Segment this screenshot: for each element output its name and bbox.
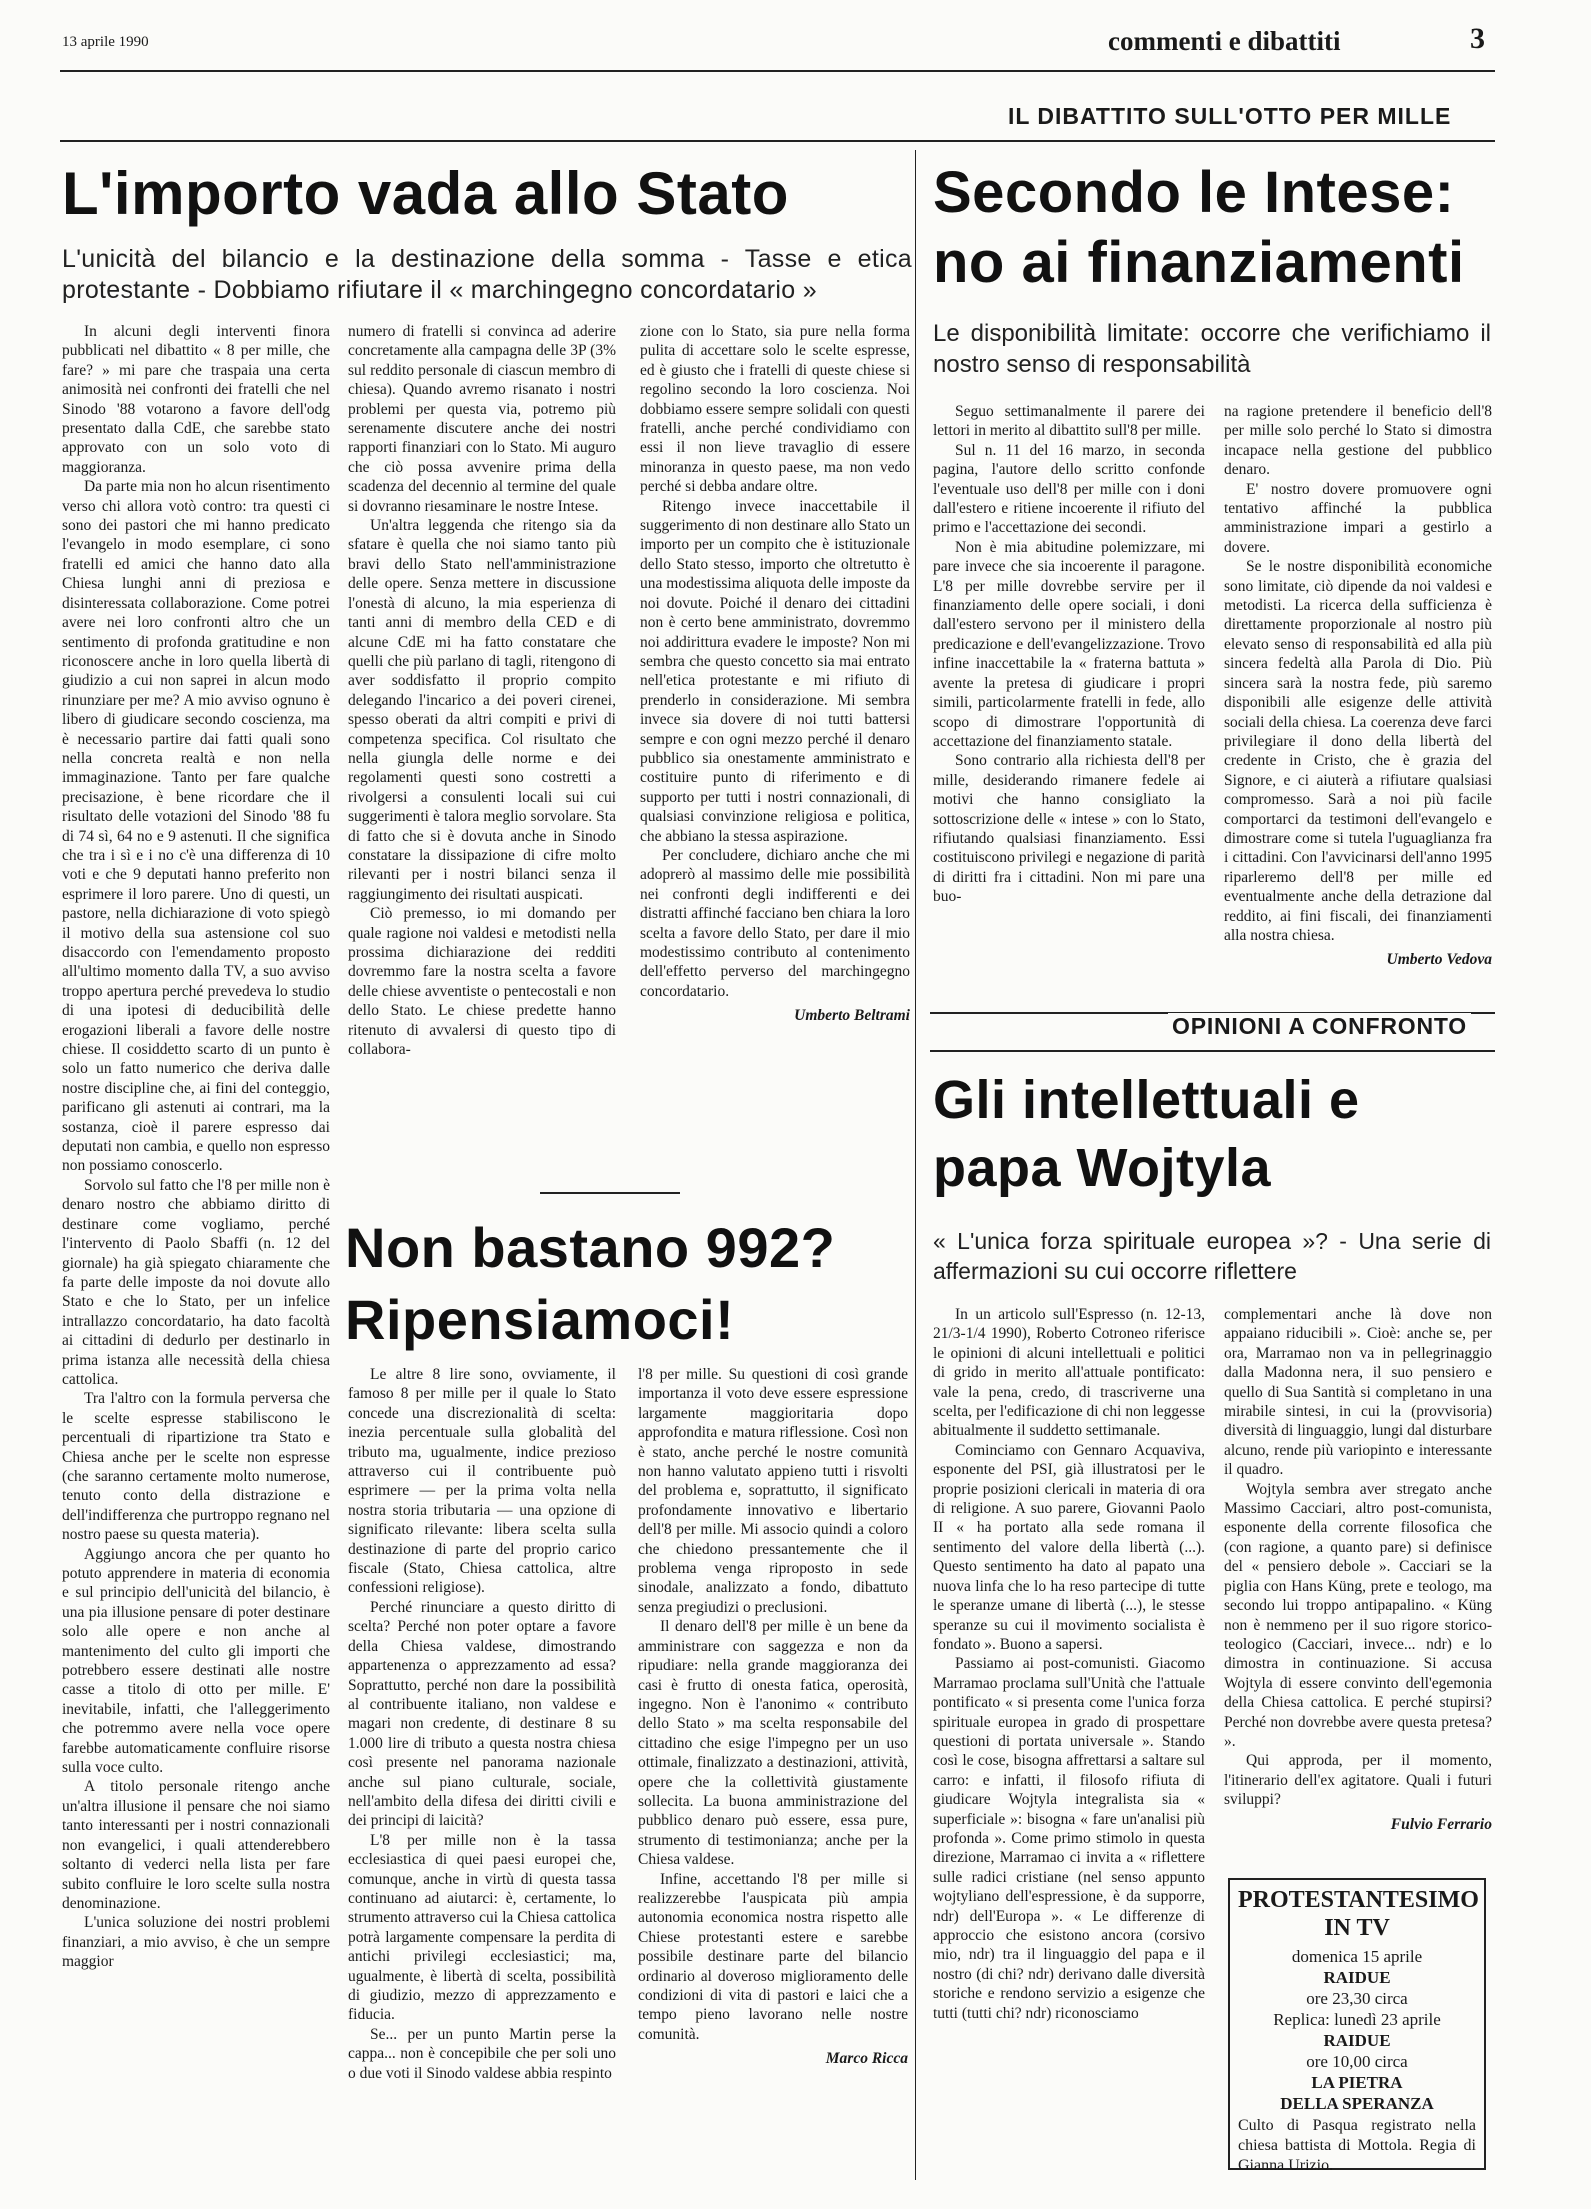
article-left-col3	[640, 322, 910, 1025]
article-right-subtitle: Le disponibilità limitate: occorre che verifichiamo il nostro senso di responsabilità	[933, 320, 1491, 378]
paragraph: A titolo personale ritengo anche un'altra illusione il pensare che noi siamo tanto interessanti per i nostri connazionali non evangelici, i quali attenderebbero soltanto di vederci nella lista per fare subito confluire le loro scelte sulla nostra denominazione.	[62, 1778, 330, 1912]
page-number: 3	[1470, 22, 1485, 55]
section-kicker: IL DIBATTITO SULL'OTTO PER MILLE	[1008, 103, 1452, 129]
paragraph: Ciò premesso, io mi domando per quale ragione noi valdesi e metodisti nella prossima dichiarazione dei redditi dovremmo fare la nostra scelta a favore delle chiese avventiste o pentecostali e non dello Stato. Le chiese predette hanno ritenuto di avvalersi di questo tipo di collabora-	[348, 905, 616, 1059]
paragraph: Infine, accettando l'8 per mille si realizzerebbe l'auspicata più ampia autonomia economica nostra rispetto alle Chiese protestanti estere e sarebbe possibile destinare parte del bilancio ordinario al doveroso miglioramento delle condizioni di vita di pastori e laici che a tempo pieno lavorano nelle nostre comunità.	[638, 1870, 908, 2043]
tv-box-line: domenica 15 aprile	[1291, 1947, 1423, 1966]
article-left-subtitle: L'unicità del bilancio e la destinazione della somma - Tasse e etica protestante - Dobbiamo rifiutare il « marchingegno concordatario »	[62, 245, 912, 304]
tv-box-line: ore 10,00 circa	[1306, 2052, 1408, 2071]
paragraph: Cominciamo con Gennaro Acquaviva, esponente del PSI, già illustratosi per le proprie posizioni clericali in materia di ora di religione. A suo parere, Giovanni Paolo II « ha portato alla sede romana il sentimento del valore della libertà (...). Questo sentimento ha dato al papato una nuova linfa che lo ha reso partecipe di tutte le speranze umane di libertà (...), le stesse speranze su cui il movimento socialista è fondato ». Buono a sapersi.	[933, 1441, 1205, 1653]
short-rule	[540, 1192, 680, 1194]
author-signature: Umberto Beltrami	[794, 1007, 910, 1025]
article-992-col2	[638, 1365, 908, 2068]
article-left-title: L'importo vada allo Stato	[62, 160, 789, 227]
paragraph: L'unica soluzione dei nostri problemi finanziari, a mio avviso, è che un sempre maggior	[62, 1914, 330, 1971]
paragraph: L'8 per mille non è la tassa ecclesiastica di quei paesi europei che, comunque, anche in virtù di questa tassa continuano ad aiutarci: è, certamente, lo strumento attraverso cui la Chiesa cattolica potrà largamente compensare la perdita di antichi privilegi ecclesiastici; ma, ugualmente, è libertà di scelta, possibilità di giudizio, mezzo di apprezzamento e fiducia.	[348, 1831, 616, 2024]
paragraph: Le altre 8 lire sono, ovviamente, il famoso 8 per mille per il quale lo Stato concede una discrezionalità di scelta: inezia percentuale sulla globalità del tributo ma, ugualmente, indice prezioso attraverso cui il contribuente può esprimere — per la prima volta nella nostra storia tributaria — una opzione di significato rilevante: libera scelta sulla destinazione di parte del proprio carico fiscale (Stato, Chiesa cattolica, altre confessioni religiose).	[348, 1366, 616, 1597]
article-right-col2	[1224, 402, 1492, 969]
tv-box-line: DELLA SPERANZA	[1280, 2094, 1434, 2113]
paragraph: na ragione pretendere il beneficio dell'8 per mille solo perché lo Stato si dimostra incapace nella gestione del pubblico denaro.	[1224, 403, 1492, 479]
paragraph: Per concludere, dichiaro anche che mi adoprerò al massimo delle mie possibilità nei confronti degli indifferenti e dei distratti affinché facciano ben chiara la loro scelta a favore dello Stato, per dare il mio modestissimo contributo al contenimento dell'effetto perverso del marchingegno concordatario.	[640, 846, 910, 1000]
section-kicker-2: OPINIONI A CONFRONTO	[1168, 1013, 1471, 1040]
article-intel-subtitle: « L'unica forza spirituale europea »? - Una serie di affermazioni su cui occorre riflettere	[933, 1228, 1491, 1284]
tv-box-title: PROTESTANTESIMO	[1238, 1887, 1479, 1913]
paragraph: numero di fratelli si convinca ad aderire concretamente alla campagna delle 3P (3% sul reddito personale di ciascun membro di chiesa). Quando avremo risanato i nostri problemi per questa via, potremo più serenamente discutere anche dei nostri rapporti finanziari con lo Stato. Mi auguro che ciò possa avvenire prima della scadenza del decennio al termine del quale si dovranno riesaminare le nostre Intese.	[348, 323, 616, 515]
article-right-col1	[933, 402, 1205, 907]
article-992-title: Non bastano 992? Ripensiamoci!	[345, 1216, 836, 1351]
paragraph: Perché rinunciare a questo diritto di scelta? Perché non poter optare a favore della Chiesa valdese, dimostrando appartenenza o apprezzamento ad essa? Soprattutto, perché non dare la possibilità al contribuente italiano, non valdese e magari non credente, di destinare 8 su 1.000 lire di tributo a questa nostra chiesa così presente nel panorama nazionale anche sul piano culturale, sociale, nell'ambito della difesa dei diritti civili e dei principi di laicità?	[348, 1598, 616, 1830]
tv-box-line: RAIDUE	[1323, 2031, 1391, 2050]
header-rule	[60, 70, 1495, 72]
tv-box-line: RAIDUE	[1323, 1968, 1391, 1987]
paragraph: In un articolo sull'Espresso (n. 12-13, 21/3-1/4 1990), Roberto Cotroneo riferisce le opinioni di alcuni intellettuali e politici di grido in merito all'attuale pontificato: vale la pena, credo, di trascriverne una scelta, per l'edificazione di chi non leggesse abitualmente il suddetto settimanale.	[933, 1306, 1205, 1440]
paragraph: Se... per un punto Martin perse la cappa... non è concepibile che per soli uno o due voti il Sinodo valdese abbia respinto	[348, 2025, 616, 2082]
article-left-col2	[348, 322, 616, 1059]
tv-box	[1228, 1878, 1486, 2174]
paragraph: zione con lo Stato, sia pure nella forma pulita di accettare solo le scelte espresse, ed è giusto che i fratelli di queste chiese si regolino secondo la loro coscienza. Noi dobbiamo essere sempre solidali con questi fratelli, anche perché condividiamo con essi il non lieve travaglio di essere minoranza in questo paese, ma non vedo perché si debba andare oltre.	[640, 323, 910, 496]
paragraph: Sorvolo sul fatto che l'8 per mille non è denaro nostro che abbiamo diritto di destinare come vogliamo, perché l'intervento di Paolo Sbaffi (n. 12 del giornale) ha già spiegato chiaramente che fa parte delle imposte da noi dovute allo Stato e che lo Stato, per un infelice intrallazzo concordatario, ha dato facoltà ai cittadini di dedurlo per destinarlo in prima istanza alle necessità della chiesa cattolica.	[62, 1176, 330, 1388]
tv-box-line: Replica: lunedì 23 aprile	[1273, 2010, 1441, 2029]
paragraph: Tra l'altro con la formula perversa che le scelte espresse stabiliscono le percentuali di ripartizione tra Stato e Chiesa anche per le scelte non espresse (che saranno certamente molto numerose, tenuto conto della distrazione e dell'indifferenza che purtroppo regnano nel nostro paese su questa materia).	[62, 1390, 330, 1544]
paragraph: complementari anche là dove non appaiano riducibili ». Cioè: anche se, per ora, Marramao non va in pellegrinaggio dalla Madonna nera, il suo pensiero e quello di Sua Santità si completano in una mirabile sintesi, in cui la (provvisoria) diversità di linguaggio, lungi dal disturbare alcuno, rende più variopinto e interessante il quadro.	[1224, 1306, 1492, 1479]
paragraph: Wojtyla sembra aver stregato anche Massimo Cacciari, altro post-comunista, esponente della corrente filosofica che (con ragione, a quanto pare) si definisce del « pensiero debole ». Cacciari se la piglia con Hans Küng, prete e teologo, ma secondo lui troppo antipapalino. « Küng non è nemmeno per il suo rigore storico-teologico (Cacciari, invece... ndr) e lo dimostra in continuazione. Si accusa Wojtyla di essere convinto dell'egemonia della Chiesa cattolica. E perché stupirsi? Perché non dovrebbe avere questa pretesa? ».	[1224, 1480, 1492, 1750]
paragraph: Non è mia abitudine polemizzare, mi pare invece che sia incoerente il paragone. L'8 per mille dovrebbe servire per il finanziamento delle opere sociali, i doni dall'estero servono per il ministero della predicazione e dell'evangelizzazione. Trovo infine inaccettabile la « fraterna battuta » avente la pretesa di giudicare i propri simili, particolarmente fratelli in fede, allo scopo di dimostrare l'opportunità di accettazione del finanziamento statale.	[933, 538, 1205, 750]
paragraph: Da parte mia non ho alcun risentimento verso chi allora votò contro: tra questi ci sono dei pastori che mi hanno predicato l'evangelo in modo esemplare, ci sono fratelli ed amici che hanno dato alla Chiesa lunghi anni di preziosa e disinteressata collaborazione. Come potrei avere nei loro confronti altro che un sentimento di profonda gratitudine e non riconoscere anche in loro quella libertà di giudizio a cui non saprei in alcun modo rinunziare per me? A mio avviso ognuno è libero di giudicare secondo coscienza, ma è necessario partire dai fatti quali sono nella concreta realtà e non nella immaginazione. Tanto per fare qualche precisazione, è bene ricordare che il risultato delle votazioni del Sinodo '88 fu di 74 sì, 64 no e 9 astenuti. Il che significa che tra i sì e i no c'è una differenza di 10 voti e che 9 deputati hanno preferito non esprimere il loro parere. Uno di questi, un pastore, nella dichiarazione di voto spiegò il motivo della sua astensione col suo disaccordo con l'emendamento proposto all'ultimo momento dalla TV, a suo avviso troppo apertura perché prevedeva lo studio di una ipotesi di deducibilità delle erogazioni liberali a favore delle nostre chiese. Il cosiddetto scarto di un punto è solo un fatto numerico che deriva dalle nostre discipline che, ai fini del conteggio, parificano gli astenuti ai contrari, ma la sostanza, cioè il parere espresso dai deputati non cambia, e quello non espresso non possiamo conoscerlo.	[62, 478, 330, 1175]
paragraph: l'8 per mille. Su questioni di così grande importanza il voto deve essere espressione largamente maggioritaria dopo approfondita e matura riflessione. Così non è stato, anche perché le nostre comunità non hanno valutato appieno tutti i risvolti del problema e, soprattutto, il significato profondamente innovativo e libertario dell'8 per mille. Mi associo quindi a coloro che chiedono pressantemente che il problema venga riproposto in sede sinodale, analizzato a fondo, dibattuto senza pregiudizi o preclusioni.	[638, 1366, 908, 1616]
paragraph: Se le nostre disponibilità economiche sono limitate, ciò dipende da noi valdesi e metodisti. La ricerca della sufficienza è direttamente proporzionale al nostro più elevato senso di responsabilità ed alla più sincera fedeltà alla Parola di Dio. Più sincera sarà la nostra fede, più saremo disponibili alle esigenze delle attività sociali della chiesa. La coerenza deve farci privilegiare il dono della libertà del credente in Cristo, che è grazia del Signore, e ci aiuterà a rifiutare qualsiasi compromesso. Sarà a noi più facile comportarci da testimoni dell'evangelo e dimostrare come si tutela l'uguaglianza fra i cittadini. Con l'avvicinarsi dell'anno 1995 riparleremo dell'8 per mille ed eventualmente anche della detrazione dal reddito, ai fini fiscali, dei finanziamenti alla nostra chiesa.	[1224, 558, 1492, 944]
paragraph: Un'altra leggenda che ritengo sia da sfatare è quella che noi siamo tanto più bravi dello Stato nell'amministrazione delle opere. Senza mettere in discussione l'onestà di alcuno, la mia esperienza di tanti anni di membro della CED e di alcune CdE mi ha fatto constatare che quelli che più parlano di tagli, ritengono di aver soddisfatto il proprio compito delegando l'incarico a dei poveri cirenei, spesso oberati da altri compiti e privi di competenza specifica. Col risultato che nella giungla delle norme e dei regolamenti questi sono costretti a rivolgersi a consulenti locali sui cui suggerimenti è talora meglio sorvolare. Sta di fatto che si è dovuta anche in Sinodo constatare la dissipazione di cifre molto rilevanti per i nostri bilanci senza il raggiungimento dei risultati auspicati.	[348, 517, 616, 903]
header-date: 13 aprile 1990	[62, 34, 149, 50]
paragraph: Sono contrario alla richiesta dell'8 per mille, desiderando rimanere fedele ai motivi che hanno consigliato la sottoscrizione delle « intese » con lo Stato, rifiutando qualsiasi finanziamento. Essi costituiscono privilegi e negazione di parità di diritti fra i cittadini. Non mi pare una buo-	[933, 752, 1205, 906]
column-divider	[915, 150, 916, 2180]
header-section: commenti e dibattiti	[1108, 26, 1341, 56]
kicker-rule	[60, 140, 1495, 142]
article-right-title: Secondo le Intese: no ai finanziamenti	[933, 160, 1465, 295]
tv-box-line: LA PIETRA	[1311, 2073, 1403, 2092]
paragraph: Sul n. 11 del 16 marzo, in seconda pagina, l'autore dello scritto confonde l'eventuale uso dell'8 per mille con i doni dall'estero e ritiene incoerente il rifiuto del primo e l'accettazione dei secondi.	[933, 441, 1205, 537]
article-intel-col1	[933, 1305, 1205, 2023]
tv-box-title-2: IN TV	[1324, 1915, 1390, 1941]
author-signature: Fulvio Ferrario	[1390, 1815, 1492, 1833]
paragraph: Passiamo ai post-comunisti. Giacomo Marramao proclama sull'Unità che l'attuale pontificato « si presenta come l'unica forza spirituale europea in grado di prospettare questioni di portata universale ». Stando così le cose, bisogna affrettarsi a saltare sul carro: e infatti, il filosofo rifiuta di giudicare Wojtyla integralista sia « superficiale »: bisogna « fare un'analisi più profonda ». Come primo stimolo in questa direzione, Marramao ci invita a « riflettere sulle radici cristiane (nel senso appunto wojtyliano dell'espressione, è da supporre, ndr) dell'Europa ». « Le differenze di approccio che esistono ancora (corsivo mio, ndr) tra il linguaggio del papa e il nostro (di chi? ndr) derivano dalle diversità storiche e rendono servizio a esigenze che tutti (tutti chi? ndr) riconosciamo	[933, 1655, 1205, 2022]
article-992-col1	[348, 1365, 616, 2083]
paragraph: Aggiungo ancora che per quanto ho potuto apprendere in materia di economia e sul principio dell'unicità del bilancio, è una pia illusione pensare di poter destinare solo alle opere e non anche al mantenimento del culto gli importi che potrebbero essere destinati alle nostre casse a titolo di otto per mille. E' inevitabile, infatti, che l'alleggerimento che potremmo avere nella voce opere farebbe automaticamente confluire risorse sulla voce culto.	[62, 1545, 330, 1777]
paragraph: E' nostro dovere promuovere ogni tentativo affinché la pubblica amministrazione impari a gestirlo a dovere.	[1224, 480, 1492, 556]
author-signature: Marco Ricca	[825, 2050, 908, 2068]
tv-box-line: ore 23,30 circa	[1306, 1989, 1408, 2008]
paragraph: Seguo settimanalmente il parere dei lettori in merito al dibattito sull'8 per mille.	[933, 403, 1205, 440]
paragraph: Il denaro dell'8 per mille è un bene da amministrare con saggezza e non da ripudiare: nella grande maggioranza dei casi è frutto di onesta fatica, operosità, ingegno. Non è l'anonimo « contributo dello Stato » ma scelta responsabile del cittadino che esige l'impegno per un uso ottimale, finalizzato a destinazioni, attività, opere che la collettività giustamente sollecita. La buona amministrazione del pubblico denaro può essere, essa pure, strumento di testimonianza; anche per la Chiesa valdese.	[638, 1618, 908, 1869]
paragraph: In alcuni degli interventi finora pubblicati nel dibattito « 8 per mille, che fare? » mi pare che traspaia una certa animosità nei confronti dei fratelli che nel Sinodo '88 votarono a favore dell'odg presentato dalla CdE, che sarebbe stato approvato con un solo voto di maggioranza.	[62, 323, 330, 476]
article-left-col1	[62, 322, 330, 1972]
section-rule	[930, 1050, 1495, 1052]
paragraph: Ritengo invece inaccettabile il suggerimento di non destinare allo Stato un importo per un compito che è istituzionale dello Stato stesso, importo che oltretutto è una modestissima aliquota delle imposte da noi dovute. Poiché il denaro dei cittadini non è certo bene amministrato, dovremmo noi addirittura evadere le imposte? Non mi sembra che questo concetto sia mai entrato nell'etica protestante e mi rifiuto di prenderlo in considerazione. Mi sembra invece sia dovere di noi tutti battersi sempre e con ogni mezzo perché il denaro pubblico sia onestamente amministrato e costituire punto di riferimento e di supporto per tutti i nostri connazionali, di qualsiasi convinzione religiosa e politica, che abbiano la stessa aspirazione.	[640, 497, 910, 845]
paragraph: Qui approda, per il momento, l'itinerario dell'ex agitatore. Quali i futuri sviluppi?	[1224, 1752, 1492, 1809]
tv-box-line: Culto di Pasqua registrato nella chiesa battista di Mottola. Regia di Gianna Urizio.	[1238, 2117, 1476, 2174]
author-signature: Umberto Vedova	[1386, 951, 1492, 969]
article-intel-title: Gli intellettuali e papa Wojtyla	[933, 1070, 1360, 1198]
article-intel-col2	[1224, 1305, 1492, 1834]
